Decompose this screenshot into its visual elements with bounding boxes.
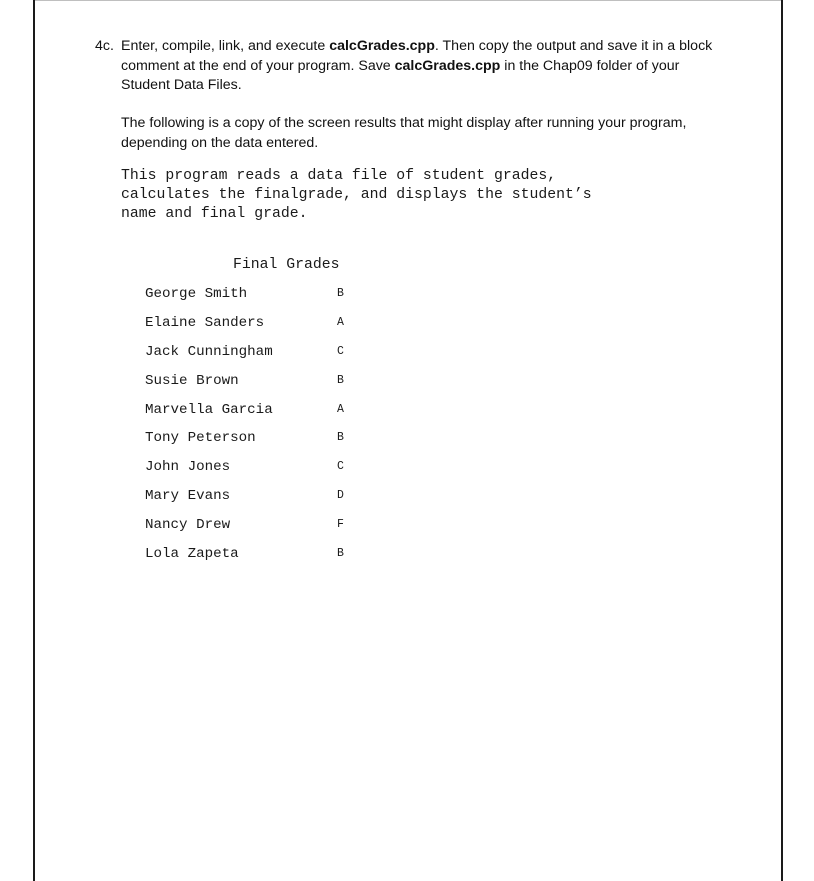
program-intro-line: calculates the finalgrade, and displays the student’s [121, 187, 592, 203]
student-name: Susie Brown [145, 372, 239, 389]
student-name: Mary Evans [145, 488, 231, 505]
program-intro-output [121, 167, 592, 224]
student-name: Tony Peterson [145, 430, 256, 447]
program-intro-line: This program reads a data file of student grades, [121, 168, 557, 184]
grade-row [145, 488, 365, 517]
student-name: Nancy Drew [145, 517, 231, 534]
grade-row [145, 459, 365, 488]
student-name: George Smith [145, 286, 248, 302]
student-grade: F [337, 518, 344, 532]
instruction-part-3: in the Chap09 folder of your Student Data Files. [121, 57, 680, 93]
grade-row [145, 517, 365, 546]
student-name: Marvella Garcia [145, 401, 273, 418]
student-grade: A [337, 402, 344, 416]
instruction-filename-1: calcGrades.cpp [329, 38, 435, 54]
grade-row [145, 344, 365, 373]
student-grade: B [337, 431, 344, 445]
final-grades-title: Final Grades [233, 257, 340, 273]
output-description: The following is a copy of the screen results that might display after running your program, depending on the data entered. [121, 115, 687, 151]
student-name: John Jones [145, 459, 231, 476]
grade-row [145, 402, 365, 431]
student-name: Lola Zapeta [145, 546, 239, 563]
grade-row [145, 546, 365, 575]
student-grade: B [337, 373, 344, 387]
exercise-instruction [95, 37, 715, 96]
student-name: Elaine Sanders [145, 314, 265, 331]
exercise-instruction-text [121, 37, 715, 96]
student-grade: C [337, 344, 344, 358]
grade-row [145, 373, 365, 402]
grade-row [145, 315, 365, 344]
grade-row [145, 430, 365, 459]
instruction-part-2: . Then copy the output and save it in a block comment at the end of your program. Save [121, 38, 713, 74]
instruction-part-1: Enter, compile, link, and execute [121, 38, 330, 54]
exercise-number: 4c. [95, 38, 114, 54]
student-grade: A [337, 315, 344, 329]
student-grade: B [337, 547, 344, 561]
program-intro-line: name and final grade. [121, 206, 308, 222]
student-name: Jack Cunningham [145, 343, 273, 360]
student-grade: C [337, 460, 344, 474]
grade-row [145, 286, 365, 315]
final-grades-table [145, 286, 365, 575]
student-grade: D [337, 489, 344, 503]
student-grade: B [337, 287, 344, 300]
instruction-filename-2: calcGrades.cpp [394, 57, 501, 74]
